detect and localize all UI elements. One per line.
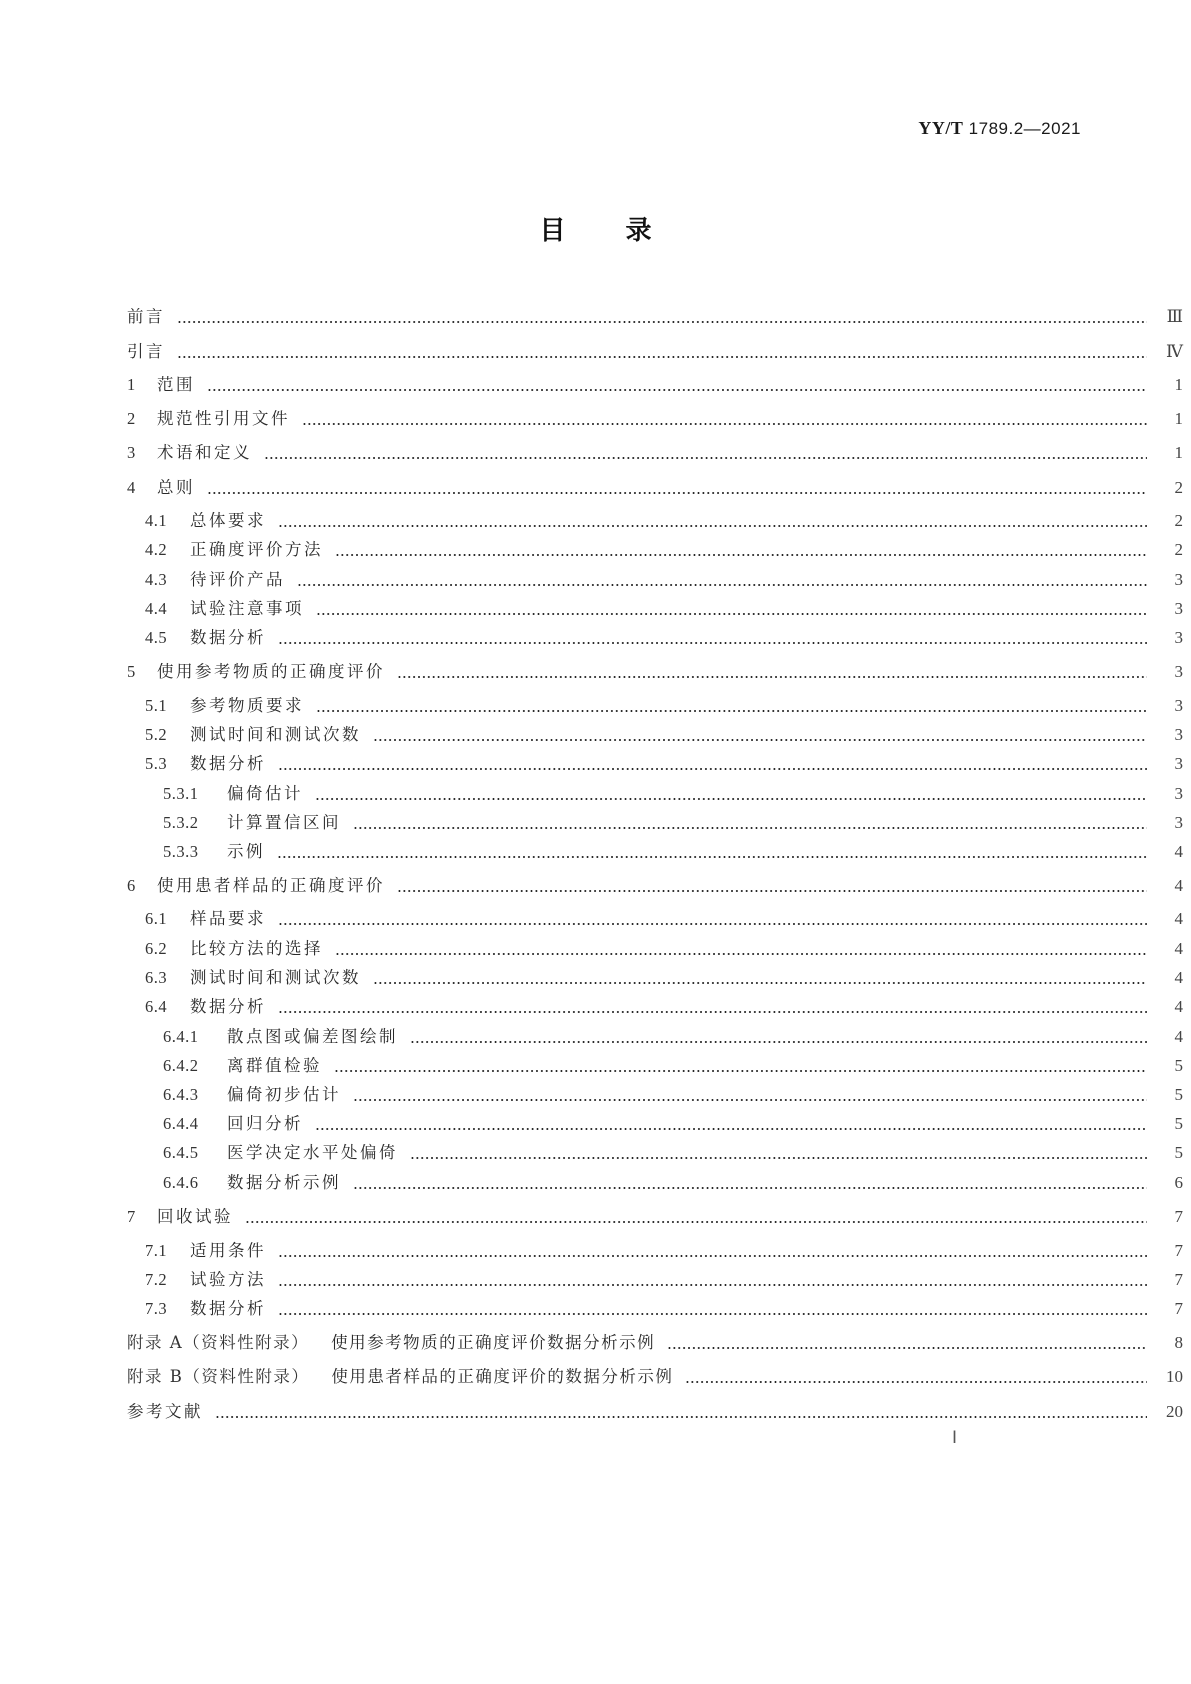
toc-entry-number: 6.3 [145, 968, 168, 987]
toc-entry-label [0, 568, 285, 592]
toc-entry[interactable] [0, 874, 1191, 898]
footer-page-number: Ⅰ [952, 1428, 958, 1447]
toc-entry-number: 5.3 [145, 754, 168, 773]
toc-entry[interactable] [0, 1054, 1191, 1078]
toc-entry-label [0, 1331, 655, 1355]
toc-entry-title: 回归分析 [227, 1114, 303, 1133]
toc-entry-label [0, 966, 361, 990]
toc-entry[interactable] [0, 340, 1191, 364]
toc-entry-label [0, 782, 303, 806]
toc-entry-title: 比较方法的选择 [190, 939, 323, 958]
toc-entry[interactable] [0, 1083, 1191, 1107]
toc-entry[interactable] [0, 441, 1191, 465]
toc-entry[interactable] [0, 1141, 1191, 1165]
toc-entry-label [0, 1054, 322, 1078]
toc-entry-label [0, 476, 195, 500]
dot-leader [315, 782, 1147, 806]
toc-entry-number: 4.4 [145, 599, 168, 618]
toc-entry-label [0, 874, 385, 898]
dot-leader [397, 874, 1147, 898]
toc-entry-title: 数据分析示例 [227, 1173, 341, 1192]
toc-entry-label [0, 1268, 266, 1292]
toc-entry[interactable] [0, 476, 1191, 500]
toc-entry-page: 1 [1174, 443, 1183, 462]
toc-entry-label [0, 907, 266, 931]
toc-entry-title: 参考文献 [127, 1402, 203, 1421]
toc-entry-label [0, 305, 165, 329]
toc-entry-title: 数据分析 [190, 1299, 266, 1318]
toc-entry-title: 试验注意事项 [190, 599, 304, 618]
toc-entry[interactable] [0, 782, 1191, 806]
toc-entry[interactable] [0, 597, 1191, 621]
dot-leader [316, 597, 1147, 621]
toc-entry-number: 4.5 [145, 628, 168, 647]
toc-entry-number: 6 [127, 876, 136, 895]
toc-entry-number: 附录 A（资料性附录） [127, 1333, 310, 1352]
toc-entry-page: 20 [1166, 1402, 1183, 1421]
dot-leader [335, 538, 1147, 562]
toc-entry-title: 总体要求 [190, 511, 266, 530]
toc-entry-label [0, 1297, 266, 1321]
toc-entry[interactable] [0, 1239, 1191, 1263]
page-title: 目录 [539, 216, 712, 246]
dot-leader [315, 1112, 1147, 1136]
toc-entry-number: 4.1 [145, 511, 168, 530]
dot-leader [278, 1268, 1147, 1292]
toc-entry[interactable] [0, 568, 1191, 592]
toc-entry-label [0, 1365, 673, 1389]
toc-entry-title: 偏倚估计 [227, 784, 303, 803]
toc-entry[interactable] [0, 538, 1191, 562]
toc-entry-title: 引言 [127, 342, 165, 361]
toc-entry-page: 4 [1174, 909, 1183, 928]
toc-entry-title: 规范性引用文件 [157, 409, 290, 428]
toc-entry-label [0, 1112, 303, 1136]
toc-entry-title: 待评价产品 [190, 570, 285, 589]
toc-entry-number: 6.4 [145, 997, 168, 1016]
toc-entry-number: 6.4.4 [163, 1114, 199, 1133]
toc-entry-title: 离群值检验 [227, 1056, 322, 1075]
toc-entry-page: 6 [1174, 1173, 1183, 1192]
standard-prefix: YY/T [918, 118, 964, 138]
toc-entry-number: 6.1 [145, 909, 168, 928]
toc-entry-label [0, 1141, 398, 1165]
dot-leader [316, 694, 1147, 718]
toc-entry-number: 5.3.3 [163, 842, 199, 861]
toc-entry-number: 7.2 [145, 1270, 168, 1289]
toc-entry[interactable] [0, 907, 1191, 931]
toc-entry-title: 计算置信区间 [227, 813, 341, 832]
toc-entry-page: 3 [1174, 754, 1183, 773]
toc-entry-page: Ⅳ [1166, 342, 1183, 361]
toc-entry-label [0, 441, 252, 465]
toc-entry-title: 测试时间和测试次数 [190, 725, 361, 744]
toc-entry[interactable] [0, 1365, 1191, 1389]
toc-entry[interactable] [0, 373, 1191, 397]
toc-entry-title: 散点图或偏差图绘制 [227, 1027, 398, 1046]
toc-entry-number: 5.2 [145, 725, 168, 744]
toc-entry-number: 附录 B（资料性附录） [127, 1367, 310, 1386]
dot-leader [397, 660, 1147, 684]
dot-leader [334, 1054, 1147, 1078]
toc-entry-label [0, 1083, 341, 1107]
toc-entry-number: 7.1 [145, 1241, 168, 1260]
dot-leader [245, 1205, 1147, 1229]
toc-entry[interactable] [0, 840, 1191, 864]
toc-entry-label [0, 752, 266, 776]
toc-entry[interactable] [0, 995, 1191, 1019]
toc-entry-page: 3 [1174, 599, 1183, 618]
toc-entry-label [0, 1205, 233, 1229]
toc-entry-page: 10 [1166, 1367, 1183, 1386]
toc-entry-number: 5.3.2 [163, 813, 199, 832]
toc-entry-page: 3 [1174, 725, 1183, 744]
toc-entry-page: 3 [1174, 628, 1183, 647]
standard-number: 1789.2—2021 [968, 119, 1081, 138]
toc-entry-label [0, 937, 323, 961]
toc-entry-title: 使用患者样品的正确度评价的数据分析示例 [331, 1367, 674, 1386]
toc-entry[interactable] [0, 407, 1191, 431]
toc-entry-label [0, 660, 385, 684]
toc-entry-label [0, 811, 341, 835]
dot-leader [353, 1083, 1147, 1107]
toc-entry[interactable] [0, 1112, 1191, 1136]
toc-entry-title: 使用患者样品的正确度评价 [157, 876, 385, 895]
dot-leader [335, 937, 1147, 961]
toc-entry-title: 医学决定水平处偏倚 [227, 1143, 398, 1162]
dot-leader [177, 340, 1147, 364]
dot-leader [278, 509, 1147, 533]
toc-entry-page: 4 [1174, 997, 1183, 1016]
dot-leader [302, 407, 1147, 431]
toc-entry-title: 使用参考物质的正确度评价数据分析示例 [331, 1333, 656, 1352]
dot-leader [373, 723, 1147, 747]
toc-entry-label [0, 1239, 266, 1263]
toc-entry-label [0, 1025, 398, 1049]
toc-entry[interactable] [0, 1297, 1191, 1321]
dot-leader [278, 1239, 1147, 1263]
toc-entry-page: 4 [1174, 876, 1183, 895]
toc-entry-title: 数据分析 [190, 997, 266, 1016]
dot-leader [207, 373, 1147, 397]
toc-entry-label [0, 723, 361, 747]
toc-entry-number: 6.4.6 [163, 1173, 199, 1192]
toc-entry[interactable] [0, 752, 1191, 776]
toc-entry-label [0, 407, 290, 431]
dot-leader [278, 907, 1147, 931]
toc-entry-page: 2 [1174, 478, 1183, 497]
toc-entry[interactable] [0, 723, 1191, 747]
toc-entry-number: 6.4.5 [163, 1143, 199, 1162]
toc-entry-number: 6.4.3 [163, 1085, 199, 1104]
toc-entry-title: 范围 [157, 375, 195, 394]
toc-entry-page: 7 [1174, 1241, 1183, 1260]
dot-leader [278, 626, 1147, 650]
toc-entry-label [0, 840, 265, 864]
toc-entry-title: 偏倚初步估计 [227, 1085, 341, 1104]
dot-leader [277, 840, 1147, 864]
toc-entry[interactable] [0, 1025, 1191, 1049]
toc-entry[interactable] [0, 305, 1191, 329]
dot-leader [177, 305, 1147, 329]
toc-entry-number: 1 [127, 375, 136, 394]
toc-entry-number: 5 [127, 662, 136, 681]
toc-entry[interactable] [0, 660, 1191, 684]
dot-leader [410, 1141, 1147, 1165]
dot-leader [207, 476, 1147, 500]
toc-entry-page: 7 [1174, 1207, 1183, 1226]
toc-entry-title: 前言 [127, 307, 165, 326]
dot-leader [667, 1331, 1147, 1355]
toc-entry-page: 2 [1174, 540, 1183, 559]
toc-entry-label [0, 694, 304, 718]
toc-entry-page: 1 [1174, 409, 1183, 428]
dot-leader [685, 1365, 1147, 1389]
toc-entry-title: 数据分析 [190, 628, 266, 647]
toc-entry-title: 样品要求 [190, 909, 266, 928]
toc-entry-page: 3 [1174, 662, 1183, 681]
toc-entry-page: 7 [1174, 1270, 1183, 1289]
toc-entry[interactable] [0, 1268, 1191, 1292]
toc-entry-number: 6.4.2 [163, 1056, 199, 1075]
toc-entry-label [0, 626, 266, 650]
toc-entry-page: 5 [1174, 1143, 1183, 1162]
toc-entry-number: 5.3.1 [163, 784, 199, 803]
dot-leader [264, 441, 1147, 465]
toc-entry-number: 6.2 [145, 939, 168, 958]
toc-entry-title: 使用参考物质的正确度评价 [157, 662, 385, 681]
toc-entry-page: 1 [1174, 375, 1183, 394]
toc-entry-page: 3 [1174, 813, 1183, 832]
dot-leader [278, 1297, 1147, 1321]
toc-entry[interactable] [0, 509, 1191, 533]
toc-entry-page: 4 [1174, 1027, 1183, 1046]
toc-entry-title: 适用条件 [190, 1241, 266, 1260]
toc-entry-number: 4.3 [145, 570, 168, 589]
toc-entry-title: 测试时间和测试次数 [190, 968, 361, 987]
toc-entry-label [0, 340, 165, 364]
dot-leader [353, 1171, 1147, 1195]
toc-entry-label [0, 373, 195, 397]
toc-entry-label [0, 1400, 203, 1424]
toc-entry-title: 试验方法 [190, 1270, 266, 1289]
toc-entry[interactable] [0, 626, 1191, 650]
toc-entry-title: 术语和定义 [157, 443, 252, 462]
toc-entry-number: 2 [127, 409, 136, 428]
toc-entry-title: 示例 [227, 842, 265, 861]
toc-entry[interactable] [0, 1331, 1191, 1355]
toc-entry-page: 3 [1174, 570, 1183, 589]
toc-entry-page: 5 [1174, 1114, 1183, 1133]
toc-entry[interactable] [0, 811, 1191, 835]
toc-entry[interactable] [0, 937, 1191, 961]
toc-entry-label [0, 995, 266, 1019]
dot-leader [410, 1025, 1147, 1049]
dot-leader [373, 966, 1147, 990]
toc-entry-number: 7 [127, 1207, 136, 1226]
toc-entry[interactable] [0, 1400, 1191, 1424]
toc-entry[interactable] [0, 1205, 1191, 1229]
toc-entry-title: 参考物质要求 [190, 696, 304, 715]
toc-entry-page: 4 [1174, 968, 1183, 987]
toc-entry[interactable] [0, 1171, 1191, 1195]
toc-entry-page: Ⅲ [1166, 307, 1183, 326]
toc-entry-title: 数据分析 [190, 754, 266, 773]
dot-leader [353, 811, 1147, 835]
toc-entry-label [0, 1171, 341, 1195]
toc-entry-label [0, 538, 323, 562]
toc-entry-page: 3 [1174, 696, 1183, 715]
toc-entry-page: 2 [1174, 511, 1183, 530]
toc-entry-page: 7 [1174, 1299, 1183, 1318]
toc-entry-number: 3 [127, 443, 136, 462]
toc-entry[interactable] [0, 694, 1191, 718]
toc-entry-page: 4 [1174, 842, 1183, 861]
toc-entry-title: 总则 [157, 478, 195, 497]
dot-leader [215, 1400, 1147, 1424]
toc-entry-title: 正确度评价方法 [190, 540, 323, 559]
toc-entry-page: 5 [1174, 1056, 1183, 1075]
toc-entry-number: 5.1 [145, 696, 168, 715]
toc-entry-page: 8 [1174, 1333, 1183, 1352]
toc-entry[interactable] [0, 966, 1191, 990]
toc-entry-page: 3 [1174, 784, 1183, 803]
toc-entry-number: 6.4.1 [163, 1027, 199, 1046]
toc-entry-label [0, 597, 304, 621]
toc-entry-number: 7.3 [145, 1299, 168, 1318]
toc-entry-title: 回收试验 [157, 1207, 233, 1226]
dot-leader [278, 752, 1147, 776]
dot-leader [278, 995, 1147, 1019]
toc-entry-number: 4 [127, 478, 136, 497]
toc-entry-number: 4.2 [145, 540, 168, 559]
toc-entry-label [0, 509, 266, 533]
standard-code [918, 118, 1081, 139]
dot-leader [297, 568, 1147, 592]
toc-entry-page: 5 [1174, 1085, 1183, 1104]
toc-entry-page: 4 [1174, 939, 1183, 958]
